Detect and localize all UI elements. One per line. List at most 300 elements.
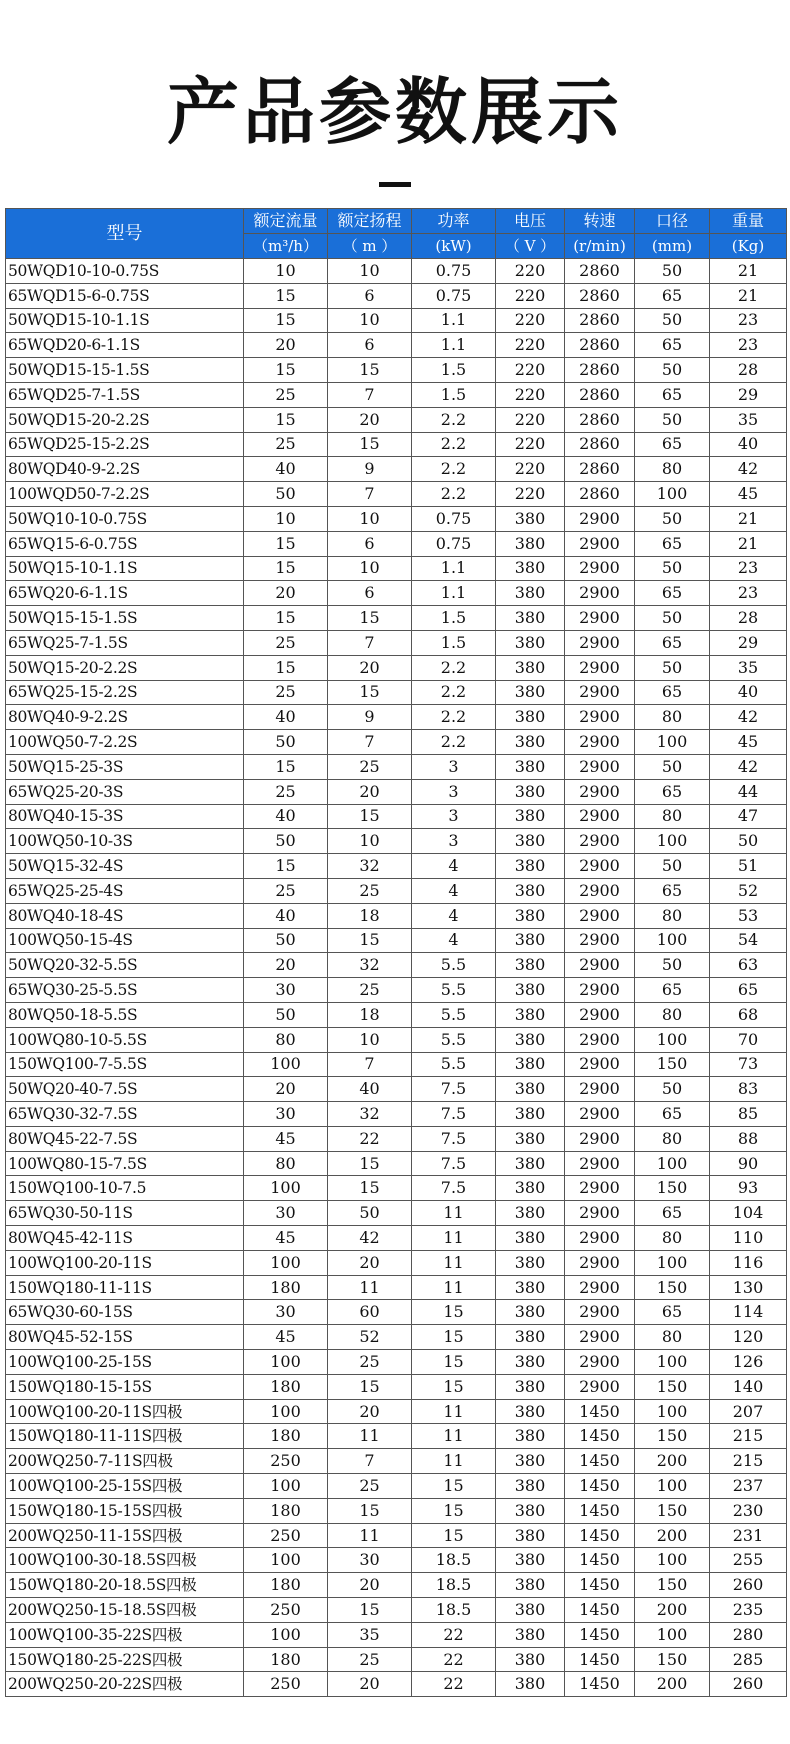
table-row xyxy=(6,1325,787,1350)
cell-weight: 44 xyxy=(710,779,787,804)
cell-speed: 2900 xyxy=(565,928,635,953)
cell-speed: 2860 xyxy=(565,358,635,383)
cell-weight: 140 xyxy=(710,1374,787,1399)
cell-power: 15 xyxy=(412,1325,496,1350)
cell-flow: 30 xyxy=(244,1201,328,1226)
cell-diameter: 80 xyxy=(635,1126,710,1151)
cell-flow: 45 xyxy=(244,1226,328,1251)
cell-power: 1.5 xyxy=(412,358,496,383)
cell-voltage: 380 xyxy=(496,680,565,705)
cell-head: 15 xyxy=(328,432,412,457)
cell-weight: 85 xyxy=(710,1102,787,1127)
cell-model: 100WQ100-35-22S四极 xyxy=(6,1622,244,1647)
title-divider xyxy=(379,182,411,187)
cell-flow: 15 xyxy=(244,308,328,333)
cell-head: 20 xyxy=(328,1672,412,1697)
cell-model: 65WQ25-15-2.2S xyxy=(6,680,244,705)
cell-speed: 1450 xyxy=(565,1573,635,1598)
cell-diameter: 200 xyxy=(635,1672,710,1697)
cell-model: 65WQD15-6-0.75S xyxy=(6,283,244,308)
cell-speed: 2900 xyxy=(565,531,635,556)
table-row xyxy=(6,829,787,854)
cell-flow: 10 xyxy=(244,506,328,531)
cell-flow: 180 xyxy=(244,1275,328,1300)
cell-voltage: 380 xyxy=(496,1077,565,1102)
cell-head: 6 xyxy=(328,333,412,358)
cell-power: 2.2 xyxy=(412,655,496,680)
cell-head: 10 xyxy=(328,556,412,581)
cell-voltage: 380 xyxy=(496,1151,565,1176)
table-row xyxy=(6,630,787,655)
table-row xyxy=(6,606,787,631)
cell-power: 11 xyxy=(412,1275,496,1300)
cell-voltage: 380 xyxy=(496,606,565,631)
cell-voltage: 380 xyxy=(496,878,565,903)
cell-model: 80WQ45-22-7.5S xyxy=(6,1126,244,1151)
cell-power: 15 xyxy=(412,1350,496,1375)
cell-voltage: 380 xyxy=(496,1474,565,1499)
table-row xyxy=(6,705,787,730)
cell-model: 80WQ45-52-15S xyxy=(6,1325,244,1350)
cell-head: 11 xyxy=(328,1523,412,1548)
cell-head: 40 xyxy=(328,1077,412,1102)
cell-speed: 2860 xyxy=(565,407,635,432)
cell-weight: 63 xyxy=(710,953,787,978)
cell-head: 25 xyxy=(328,1474,412,1499)
cell-head: 18 xyxy=(328,1002,412,1027)
table-row xyxy=(6,1201,787,1226)
table-row xyxy=(6,1027,787,1052)
cell-weight: 215 xyxy=(710,1424,787,1449)
cell-model: 50WQ15-10-1.1S xyxy=(6,556,244,581)
cell-diameter: 50 xyxy=(635,259,710,284)
cell-speed: 1450 xyxy=(565,1498,635,1523)
cell-weight: 110 xyxy=(710,1226,787,1251)
cell-power: 11 xyxy=(412,1424,496,1449)
cell-diameter: 50 xyxy=(635,407,710,432)
cell-diameter: 65 xyxy=(635,581,710,606)
cell-diameter: 50 xyxy=(635,1077,710,1102)
cell-diameter: 65 xyxy=(635,630,710,655)
table-row xyxy=(6,1523,787,1548)
cell-diameter: 80 xyxy=(635,1002,710,1027)
cell-speed: 2900 xyxy=(565,1201,635,1226)
cell-diameter: 65 xyxy=(635,333,710,358)
cell-diameter: 80 xyxy=(635,804,710,829)
cell-voltage: 380 xyxy=(496,1201,565,1226)
table-row xyxy=(6,1449,787,1474)
cell-power: 11 xyxy=(412,1449,496,1474)
cell-head: 11 xyxy=(328,1424,412,1449)
table-row xyxy=(6,358,787,383)
header-flow: 额定流量 xyxy=(244,209,328,234)
cell-flow: 15 xyxy=(244,283,328,308)
cell-power: 18.5 xyxy=(412,1598,496,1623)
cell-speed: 2900 xyxy=(565,953,635,978)
table-row xyxy=(6,1151,787,1176)
cell-voltage: 380 xyxy=(496,829,565,854)
header-name-row xyxy=(6,209,787,234)
cell-speed: 2860 xyxy=(565,259,635,284)
cell-model: 150WQ180-20-18.5S四极 xyxy=(6,1573,244,1598)
cell-speed: 2900 xyxy=(565,630,635,655)
table-row xyxy=(6,1647,787,1672)
cell-power: 3 xyxy=(412,829,496,854)
table-row xyxy=(6,878,787,903)
cell-weight: 28 xyxy=(710,606,787,631)
cell-flow: 100 xyxy=(244,1474,328,1499)
cell-flow: 40 xyxy=(244,804,328,829)
cell-voltage: 380 xyxy=(496,655,565,680)
cell-diameter: 100 xyxy=(635,1399,710,1424)
cell-power: 11 xyxy=(412,1250,496,1275)
table-row xyxy=(6,1176,787,1201)
table-row xyxy=(6,978,787,1003)
cell-diameter: 100 xyxy=(635,1250,710,1275)
cell-head: 10 xyxy=(328,259,412,284)
table-row xyxy=(6,333,787,358)
cell-diameter: 65 xyxy=(635,382,710,407)
cell-flow: 45 xyxy=(244,1325,328,1350)
cell-speed: 1450 xyxy=(565,1647,635,1672)
cell-voltage: 380 xyxy=(496,1374,565,1399)
cell-model: 100WQD50-7-2.2S xyxy=(6,482,244,507)
cell-weight: 50 xyxy=(710,829,787,854)
cell-head: 35 xyxy=(328,1622,412,1647)
cell-flow: 20 xyxy=(244,953,328,978)
cell-flow: 50 xyxy=(244,730,328,755)
cell-flow: 50 xyxy=(244,482,328,507)
cell-diameter: 150 xyxy=(635,1374,710,1399)
table-row xyxy=(6,655,787,680)
cell-head: 32 xyxy=(328,854,412,879)
cell-flow: 180 xyxy=(244,1498,328,1523)
table-row xyxy=(6,308,787,333)
cell-model: 50WQ15-20-2.2S xyxy=(6,655,244,680)
table-row xyxy=(6,1077,787,1102)
header-diameter: 口径 xyxy=(635,209,710,234)
cell-voltage: 380 xyxy=(496,1002,565,1027)
table-row xyxy=(6,1226,787,1251)
cell-speed: 2860 xyxy=(565,482,635,507)
header-speed: 转速 xyxy=(565,209,635,234)
table-row xyxy=(6,1548,787,1573)
cell-flow: 15 xyxy=(244,655,328,680)
cell-speed: 2860 xyxy=(565,308,635,333)
table-row xyxy=(6,804,787,829)
cell-model: 100WQ100-25-15S xyxy=(6,1350,244,1375)
header-weight: 重量 xyxy=(710,209,787,234)
table-row xyxy=(6,854,787,879)
cell-weight: 45 xyxy=(710,482,787,507)
cell-diameter: 50 xyxy=(635,606,710,631)
cell-voltage: 220 xyxy=(496,407,565,432)
cell-head: 25 xyxy=(328,1647,412,1672)
table-row xyxy=(6,506,787,531)
unit-speed: (r/min) xyxy=(565,234,635,259)
cell-power: 4 xyxy=(412,903,496,928)
table-row xyxy=(6,1622,787,1647)
cell-model: 65WQD20-6-1.1S xyxy=(6,333,244,358)
cell-voltage: 220 xyxy=(496,482,565,507)
cell-voltage: 380 xyxy=(496,953,565,978)
table-row xyxy=(6,953,787,978)
cell-power: 7.5 xyxy=(412,1126,496,1151)
cell-flow: 30 xyxy=(244,1300,328,1325)
cell-weight: 40 xyxy=(710,432,787,457)
cell-power: 2.2 xyxy=(412,680,496,705)
cell-diameter: 65 xyxy=(635,878,710,903)
cell-power: 4 xyxy=(412,878,496,903)
cell-head: 15 xyxy=(328,1374,412,1399)
cell-weight: 42 xyxy=(710,457,787,482)
cell-voltage: 380 xyxy=(496,531,565,556)
cell-flow: 15 xyxy=(244,531,328,556)
cell-model: 80WQD40-9-2.2S xyxy=(6,457,244,482)
cell-head: 15 xyxy=(328,928,412,953)
cell-power: 5.5 xyxy=(412,978,496,1003)
table-row xyxy=(6,1498,787,1523)
cell-speed: 1450 xyxy=(565,1474,635,1499)
cell-voltage: 380 xyxy=(496,1449,565,1474)
cell-voltage: 380 xyxy=(496,506,565,531)
cell-diameter: 65 xyxy=(635,432,710,457)
cell-diameter: 50 xyxy=(635,506,710,531)
cell-head: 15 xyxy=(328,606,412,631)
cell-model: 100WQ100-30-18.5S四极 xyxy=(6,1548,244,1573)
cell-weight: 51 xyxy=(710,854,787,879)
cell-flow: 20 xyxy=(244,581,328,606)
cell-weight: 207 xyxy=(710,1399,787,1424)
cell-diameter: 65 xyxy=(635,680,710,705)
cell-speed: 1450 xyxy=(565,1424,635,1449)
cell-voltage: 380 xyxy=(496,1325,565,1350)
cell-flow: 15 xyxy=(244,556,328,581)
cell-power: 3 xyxy=(412,779,496,804)
cell-weight: 120 xyxy=(710,1325,787,1350)
cell-flow: 15 xyxy=(244,358,328,383)
cell-model: 150WQ180-11-11S四极 xyxy=(6,1424,244,1449)
cell-diameter: 200 xyxy=(635,1598,710,1623)
cell-weight: 42 xyxy=(710,705,787,730)
cell-model: 65WQ30-32-7.5S xyxy=(6,1102,244,1127)
cell-speed: 2860 xyxy=(565,432,635,457)
cell-speed: 2900 xyxy=(565,506,635,531)
cell-head: 15 xyxy=(328,358,412,383)
cell-flow: 100 xyxy=(244,1176,328,1201)
cell-head: 15 xyxy=(328,1498,412,1523)
cell-weight: 23 xyxy=(710,333,787,358)
cell-power: 15 xyxy=(412,1374,496,1399)
cell-speed: 2900 xyxy=(565,854,635,879)
cell-model: 65WQD25-15-2.2S xyxy=(6,432,244,457)
cell-model: 65WQ15-6-0.75S xyxy=(6,531,244,556)
cell-flow: 15 xyxy=(244,407,328,432)
cell-model: 100WQ50-7-2.2S xyxy=(6,730,244,755)
cell-speed: 2900 xyxy=(565,754,635,779)
cell-speed: 2900 xyxy=(565,1126,635,1151)
cell-model: 80WQ45-42-11S xyxy=(6,1226,244,1251)
table-row xyxy=(6,457,787,482)
cell-voltage: 380 xyxy=(496,1573,565,1598)
table-row xyxy=(6,1275,787,1300)
cell-diameter: 100 xyxy=(635,1151,710,1176)
cell-speed: 2900 xyxy=(565,1176,635,1201)
table-row xyxy=(6,903,787,928)
cell-model: 150WQ180-15-15S xyxy=(6,1374,244,1399)
cell-flow: 100 xyxy=(244,1622,328,1647)
table-row xyxy=(6,432,787,457)
cell-weight: 21 xyxy=(710,506,787,531)
table-row xyxy=(6,1598,787,1623)
cell-diameter: 65 xyxy=(635,779,710,804)
cell-flow: 50 xyxy=(244,829,328,854)
cell-speed: 1450 xyxy=(565,1399,635,1424)
cell-diameter: 150 xyxy=(635,1498,710,1523)
cell-speed: 2900 xyxy=(565,680,635,705)
cell-speed: 2900 xyxy=(565,903,635,928)
cell-voltage: 380 xyxy=(496,556,565,581)
cell-flow: 20 xyxy=(244,333,328,358)
cell-diameter: 150 xyxy=(635,1176,710,1201)
cell-voltage: 380 xyxy=(496,630,565,655)
cell-speed: 1450 xyxy=(565,1622,635,1647)
cell-weight: 93 xyxy=(710,1176,787,1201)
cell-voltage: 380 xyxy=(496,1250,565,1275)
cell-power: 3 xyxy=(412,754,496,779)
table-header xyxy=(6,209,787,259)
cell-diameter: 50 xyxy=(635,754,710,779)
cell-power: 7.5 xyxy=(412,1176,496,1201)
cell-diameter: 150 xyxy=(635,1647,710,1672)
cell-voltage: 380 xyxy=(496,1622,565,1647)
cell-speed: 2900 xyxy=(565,1350,635,1375)
cell-model: 150WQ100-10-7.5 xyxy=(6,1176,244,1201)
cell-diameter: 50 xyxy=(635,854,710,879)
cell-speed: 2860 xyxy=(565,333,635,358)
cell-speed: 2860 xyxy=(565,283,635,308)
table-body xyxy=(6,259,787,1697)
cell-diameter: 100 xyxy=(635,1622,710,1647)
cell-head: 7 xyxy=(328,730,412,755)
cell-head: 15 xyxy=(328,1176,412,1201)
unit-head: （ m ） xyxy=(328,234,412,259)
spec-table xyxy=(5,208,787,1697)
cell-head: 52 xyxy=(328,1325,412,1350)
cell-voltage: 380 xyxy=(496,1498,565,1523)
cell-diameter: 80 xyxy=(635,1226,710,1251)
cell-weight: 255 xyxy=(710,1548,787,1573)
cell-head: 10 xyxy=(328,1027,412,1052)
cell-power: 22 xyxy=(412,1672,496,1697)
cell-power: 4 xyxy=(412,854,496,879)
cell-flow: 100 xyxy=(244,1350,328,1375)
cell-power: 15 xyxy=(412,1300,496,1325)
cell-voltage: 220 xyxy=(496,259,565,284)
cell-weight: 29 xyxy=(710,382,787,407)
cell-head: 7 xyxy=(328,630,412,655)
cell-head: 20 xyxy=(328,1573,412,1598)
cell-flow: 45 xyxy=(244,1126,328,1151)
cell-power: 5.5 xyxy=(412,1052,496,1077)
cell-flow: 25 xyxy=(244,680,328,705)
cell-head: 9 xyxy=(328,457,412,482)
table-row xyxy=(6,1374,787,1399)
cell-model: 80WQ50-18-5.5S xyxy=(6,1002,244,1027)
cell-power: 2.2 xyxy=(412,705,496,730)
cell-voltage: 380 xyxy=(496,730,565,755)
cell-speed: 2900 xyxy=(565,1300,635,1325)
cell-speed: 2900 xyxy=(565,1052,635,1077)
cell-model: 50WQ15-15-1.5S xyxy=(6,606,244,631)
cell-diameter: 65 xyxy=(635,1201,710,1226)
cell-diameter: 100 xyxy=(635,829,710,854)
cell-power: 5.5 xyxy=(412,953,496,978)
cell-head: 25 xyxy=(328,754,412,779)
cell-model: 100WQ80-10-5.5S xyxy=(6,1027,244,1052)
cell-flow: 40 xyxy=(244,457,328,482)
cell-power: 3 xyxy=(412,804,496,829)
cell-speed: 2900 xyxy=(565,779,635,804)
page-title: 产品参数展示 xyxy=(166,70,623,154)
table-row xyxy=(6,754,787,779)
unit-diameter: (mm) xyxy=(635,234,710,259)
cell-model: 80WQ40-15-3S xyxy=(6,804,244,829)
cell-voltage: 220 xyxy=(496,283,565,308)
cell-power: 7.5 xyxy=(412,1102,496,1127)
cell-weight: 21 xyxy=(710,531,787,556)
cell-model: 50WQD15-10-1.1S xyxy=(6,308,244,333)
table-row xyxy=(6,1573,787,1598)
cell-speed: 1450 xyxy=(565,1672,635,1697)
cell-diameter: 150 xyxy=(635,1424,710,1449)
cell-weight: 116 xyxy=(710,1250,787,1275)
cell-diameter: 50 xyxy=(635,953,710,978)
cell-head: 7 xyxy=(328,382,412,407)
cell-model: 65WQ30-60-15S xyxy=(6,1300,244,1325)
cell-head: 32 xyxy=(328,1102,412,1127)
cell-power: 5.5 xyxy=(412,1002,496,1027)
cell-weight: 260 xyxy=(710,1672,787,1697)
cell-speed: 2900 xyxy=(565,1027,635,1052)
table-row xyxy=(6,283,787,308)
cell-speed: 2900 xyxy=(565,705,635,730)
cell-model: 100WQ100-20-11S四极 xyxy=(6,1399,244,1424)
table-row xyxy=(6,1424,787,1449)
cell-voltage: 380 xyxy=(496,978,565,1003)
cell-voltage: 380 xyxy=(496,1350,565,1375)
cell-model: 65WQ20-6-1.1S xyxy=(6,581,244,606)
cell-speed: 2900 xyxy=(565,878,635,903)
cell-speed: 1450 xyxy=(565,1598,635,1623)
cell-flow: 25 xyxy=(244,432,328,457)
cell-flow: 25 xyxy=(244,630,328,655)
cell-power: 1.1 xyxy=(412,581,496,606)
cell-flow: 25 xyxy=(244,382,328,407)
cell-head: 30 xyxy=(328,1548,412,1573)
cell-model: 200WQ250-20-22S四极 xyxy=(6,1672,244,1697)
cell-diameter: 80 xyxy=(635,903,710,928)
cell-diameter: 80 xyxy=(635,705,710,730)
unit-flow: （m³/h） xyxy=(244,234,328,259)
cell-flow: 30 xyxy=(244,1102,328,1127)
cell-power: 1.1 xyxy=(412,333,496,358)
cell-head: 15 xyxy=(328,804,412,829)
cell-head: 15 xyxy=(328,680,412,705)
cell-flow: 180 xyxy=(244,1374,328,1399)
cell-diameter: 100 xyxy=(635,1350,710,1375)
cell-voltage: 380 xyxy=(496,1424,565,1449)
